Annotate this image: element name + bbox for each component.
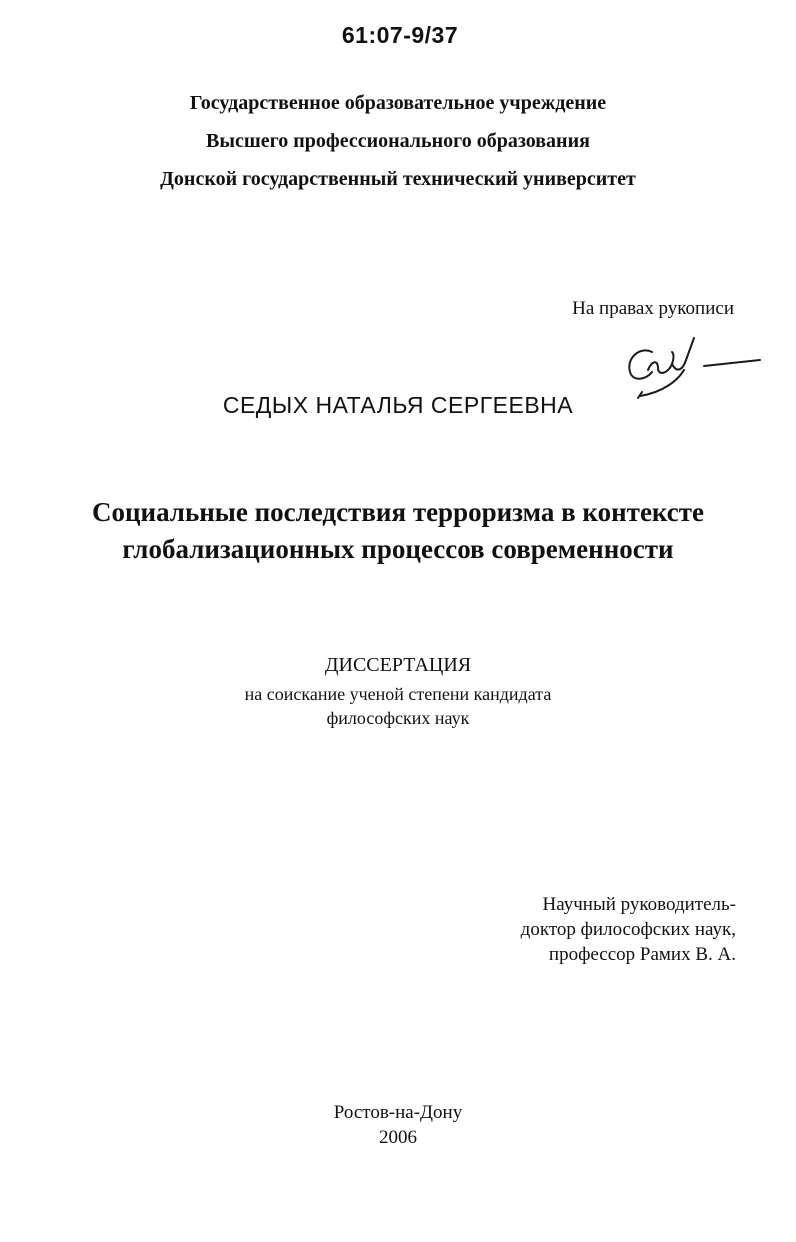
supervisor-line-1: Научный руководитель- [542, 894, 736, 915]
year: 2006 [379, 1127, 417, 1148]
dissertation-title [0, 494, 796, 568]
institution-line-2: Высшего профессионального образования [206, 130, 590, 152]
degree-block [0, 682, 796, 730]
supervisor-block [480, 892, 736, 967]
institution-block [0, 84, 796, 198]
call-number: 61:07-9/37 [341, 22, 459, 48]
degree-line-2: философских наук [326, 708, 470, 728]
degree-line-1: на соискание ученой степени кандидата [244, 684, 552, 704]
supervisor-line-2: доктор философских наук, [520, 919, 736, 940]
city: Ростов-на-Дону [333, 1102, 463, 1123]
author-name: СЕДЫХ НАТАЛЬЯ СЕРГЕЕВНА [222, 392, 574, 418]
supervisor-line-3: профессор Рамих В. А. [548, 944, 736, 965]
rights-note: На правах рукописи [572, 298, 734, 319]
document-type: ДИССЕРТАЦИЯ [324, 654, 472, 676]
institution-line-1: Государственное образовательное учреждение [189, 92, 607, 114]
title-line-2: глобализационных процессов современности [122, 534, 674, 564]
institution-line-3: Донской государственный технический университет [160, 168, 636, 190]
title-line-1: Социальные последствия терроризма в контексте [91, 497, 705, 527]
